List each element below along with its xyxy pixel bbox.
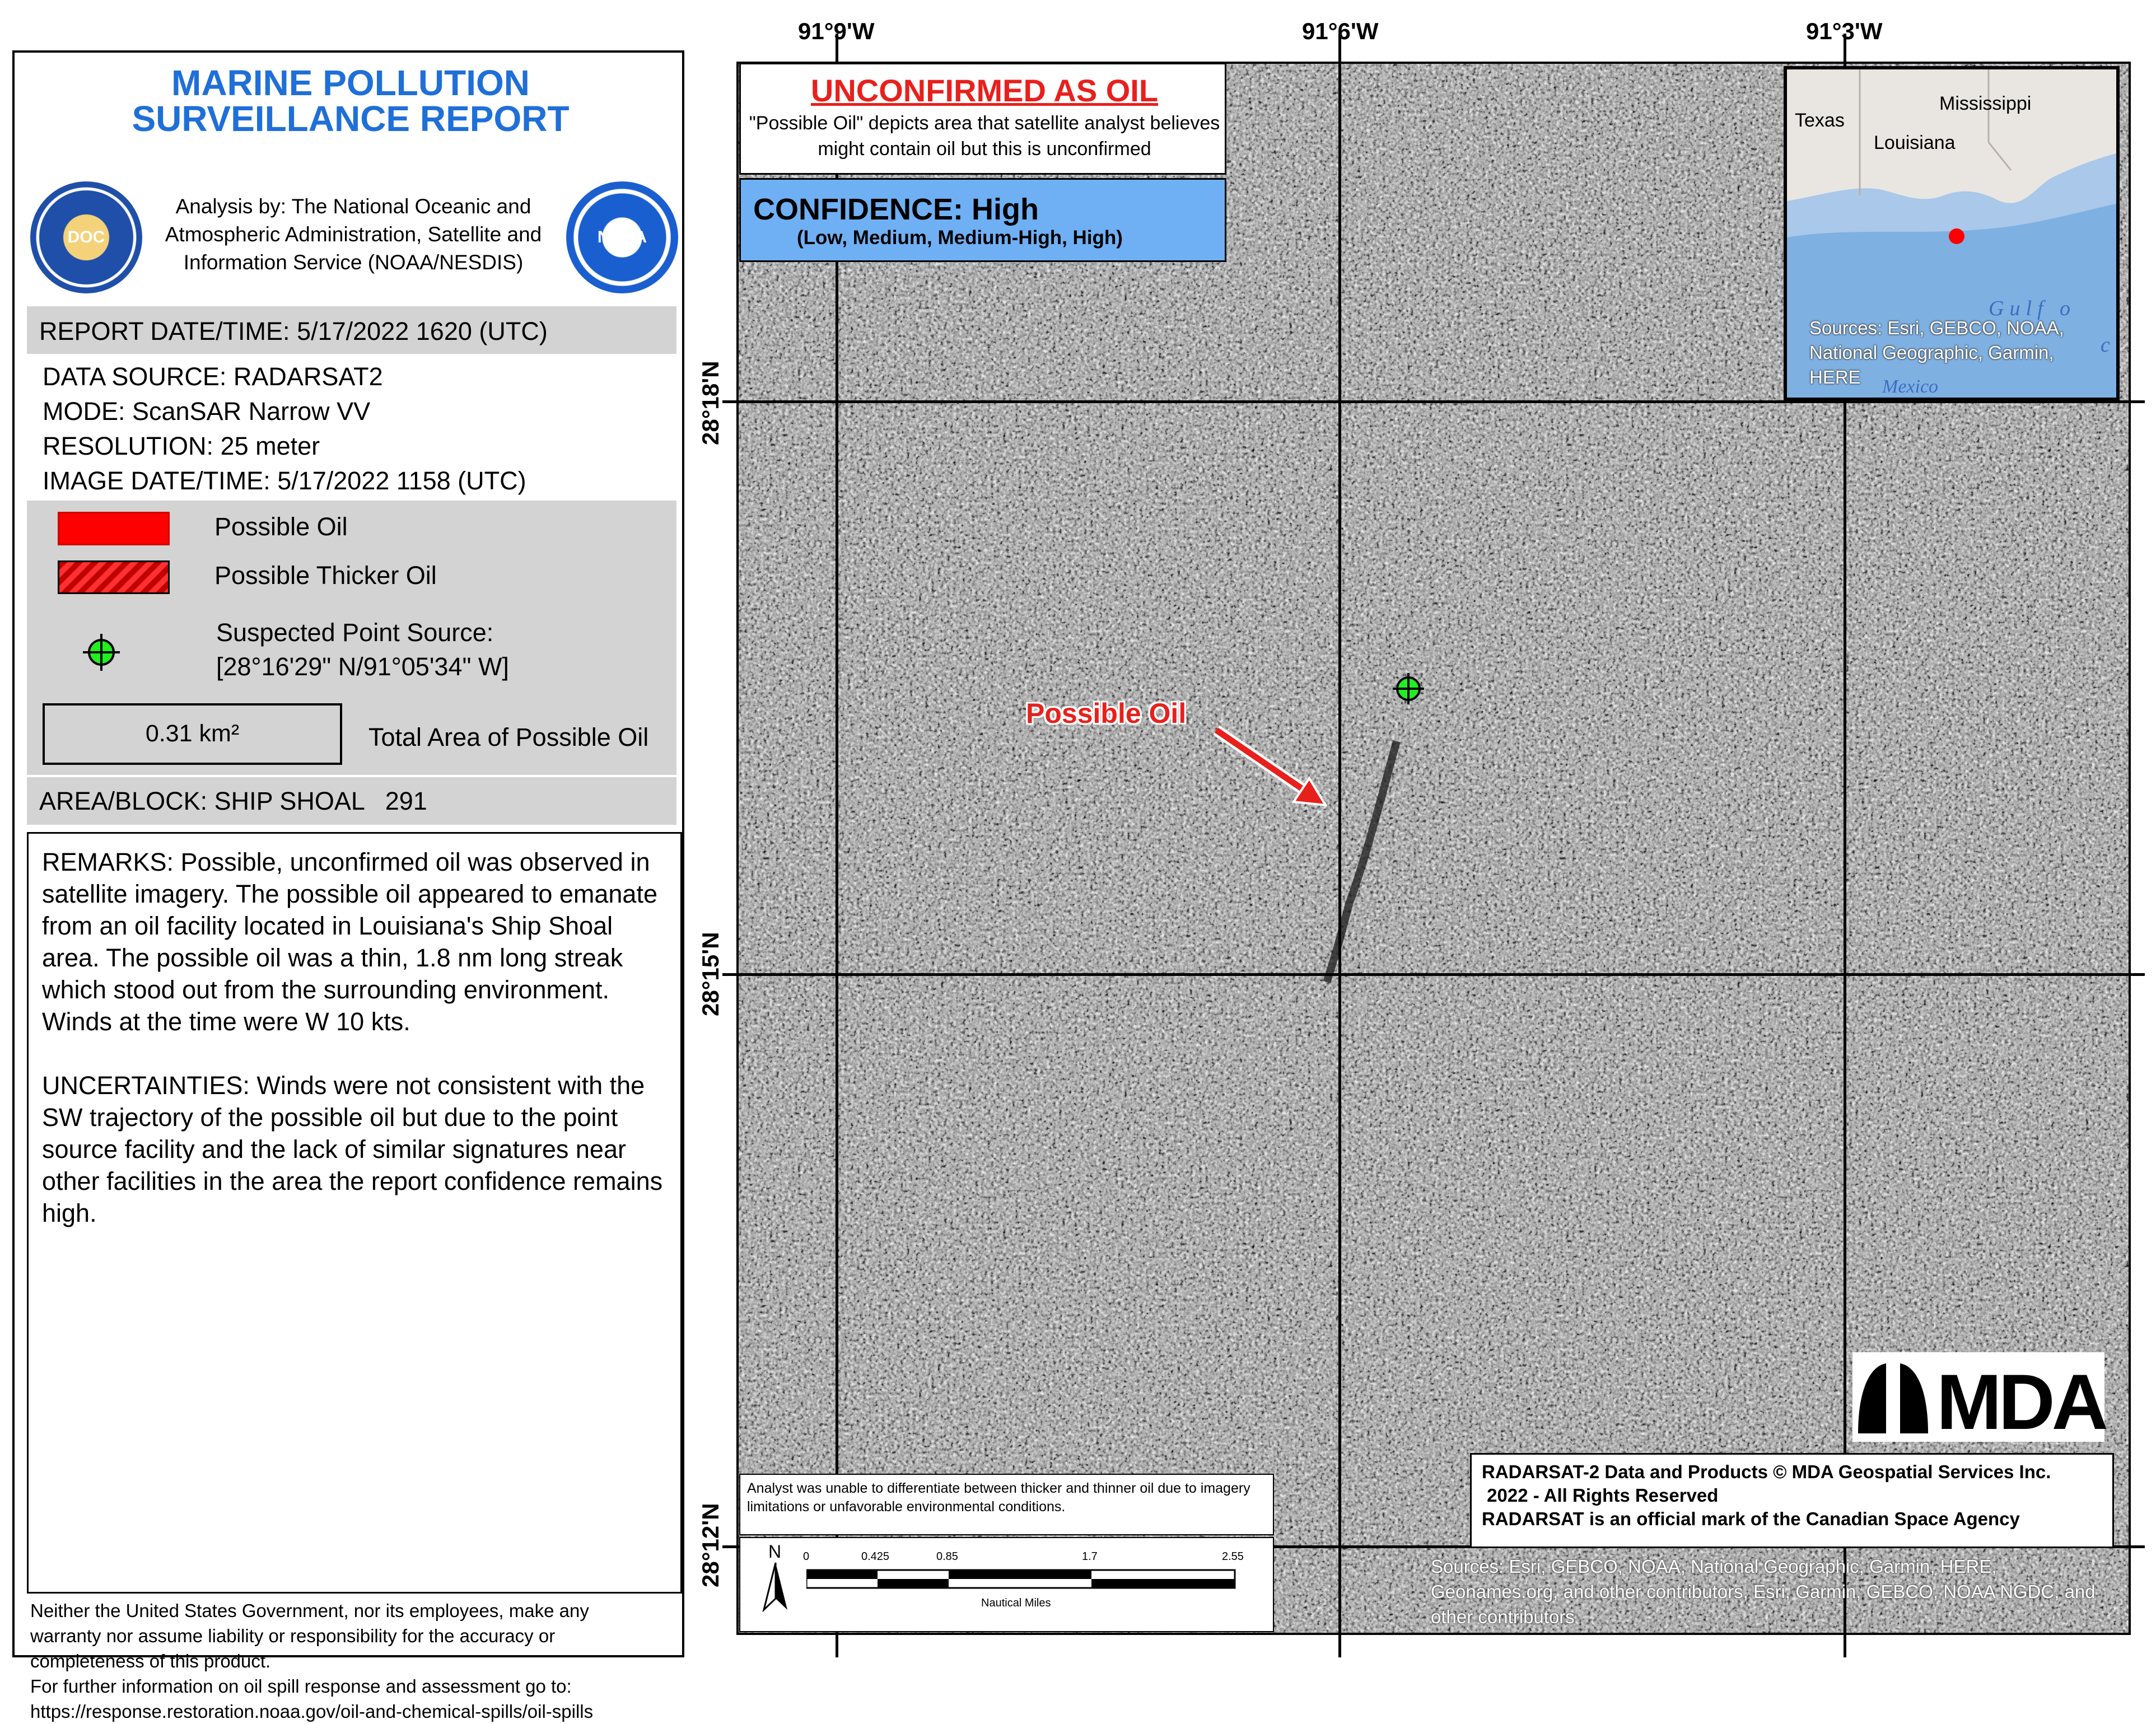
report-title-line2: SURVEILLANCE REPORT (132, 99, 570, 139)
inset-label-texas: Texas (1795, 110, 1845, 131)
mda-logo-text: MDA (1936, 1358, 2105, 1446)
lon-label: 91°3'W (1806, 18, 1883, 44)
data-source: DATA SOURCE: RADARSAT2 (43, 362, 383, 391)
radarsat-credit-line: RADARSAT is an official mark of the Canadian Space Agency (1482, 1508, 2020, 1529)
remarks-text: REMARKS: Possible, unconfirmed oil was observed in satellite imagery. The possible oil appeared to emanate from an oil facility located in Louisiana's Ship Shoal area. The possible oil was a thin, 1.8 nm long streak which stood out from the surrounding environment. Winds at the time were W 10 kts. (42, 848, 657, 1036)
data-source-block (43, 359, 659, 498)
scale-bar-graphic (806, 1569, 1238, 1591)
radarsat-credit-line: 2022 - All Rights Reserved (1482, 1485, 1719, 1506)
uncertainties-text: UNCERTAINTIES: Winds were not consistent with the SW trajectory of the possible oil but due to the point source facility and the lack of similar signatures near other facilities in the area the report confidence remains high. (42, 1071, 663, 1227)
unconfirmed-title: UNCONFIRMED AS OIL (810, 73, 1159, 108)
total-area-label: Total Area of Possible Oil (368, 723, 649, 751)
report-title-line1: MARINE POLLUTION (171, 63, 530, 103)
confidence-title: CONFIDENCE: High (753, 193, 1039, 226)
disclaimer-line: completeness of this product. (30, 1651, 271, 1671)
report-panel (12, 50, 684, 1722)
total-area-value: 0.31 km² (43, 703, 342, 765)
lon-label: 91°9'W (798, 18, 875, 44)
possible-oil-callout: Possible Oil (1026, 698, 1187, 729)
inset-label-mexico: Mexico (1882, 376, 1939, 397)
image-datetime: IMAGE DATE/TIME: 5/17/2022 1158 (UTC) (43, 466, 526, 495)
disclaimer-line: warranty nor assume liability or responsibility for the accuracy or (30, 1625, 556, 1646)
legend-point-source-coords: [28°16'29" N/91°05'34" W] (216, 652, 509, 681)
inset-label-louisiana: Louisiana (1874, 132, 1956, 153)
map-sources: Sources: Esri, GEBCO, NOAA, National Geographic, Garmin, HERE, Geonames.org, and other contributors, Esri, Garmin, GEBCO, NOAA NGDC, and other contributors (1431, 1556, 2096, 1627)
confidence-scale: (Low, Medium, Medium-High, High) (797, 227, 1123, 249)
report-datetime: REPORT DATE/TIME: 5/17/2022 1620 (UTC) (27, 306, 676, 354)
possible-oil-arrow-icon (1210, 722, 1333, 817)
possible-oil-swatch (58, 512, 170, 545)
report-location-marker (1949, 228, 1964, 244)
doc-seal-icon (30, 181, 142, 293)
analyst-note: Analyst was unable to differentiate between thicker and thinner oil due to imagery limitations or unfavorable environmental conditions. (739, 1474, 1274, 1535)
point-source-crosshair-icon (82, 633, 121, 672)
legend-possible-thicker-oil: Possible Thicker Oil (214, 561, 437, 590)
legend-point-source-label: Suspected Point Source: (216, 618, 494, 647)
grid-line-lon (1338, 34, 1341, 1657)
radarsat-credit (1470, 1453, 2114, 1548)
scale-tick-label: 0.425 (861, 1550, 890, 1563)
point-source-marker-icon[interactable] (1392, 672, 1425, 706)
disclaimer-line: Neither the United States Government, nor its employees, make any (30, 1600, 589, 1621)
noaa-seal-icon (566, 181, 678, 293)
scale-tick-label: 2.55 (1222, 1550, 1244, 1563)
scale-bar-box (739, 1537, 1274, 1632)
unconfirmed-description: "Possible Oil" depicts area that satellite analyst believes might contain oil but this is unconfirmed (749, 113, 1220, 160)
legend (27, 501, 676, 775)
doc-seal-text: DOC (67, 228, 105, 246)
legend-possible-oil: Possible Oil (214, 512, 348, 541)
inset-label-mississippi: Mississippi (1939, 93, 2032, 114)
mda-mark-icon (1852, 1358, 1934, 1439)
inset-sources: Sources: Esri, GEBCO, NOAA, National Geographic, Garmin, HERE (1809, 317, 2064, 387)
radarsat-credit-line: RADARSAT-2 Data and Products © MDA Geospatial Services Inc. (1482, 1461, 2051, 1482)
mode: MODE: ScanSAR Narrow VV (43, 397, 371, 426)
inset-locator-map[interactable] (1784, 66, 2120, 401)
area-block: AREA/BLOCK: SHIP SHOAL 291 (27, 777, 676, 825)
possible-thicker-oil-swatch (58, 560, 170, 594)
disclaimer-line: For further information on oil spill response and assessment go to: (30, 1676, 572, 1697)
scale-tick-label: 1.7 (1082, 1550, 1098, 1563)
grid-line-lon (836, 34, 838, 1657)
lat-label: 28°18'N (697, 361, 724, 445)
resolution: RESOLUTION: 25 meter (43, 432, 320, 460)
grid-line-lat (722, 973, 2145, 976)
remarks-box (27, 832, 682, 1594)
scale-units: Nautical Miles (981, 1597, 1051, 1609)
lat-label: 28°12'N (697, 1503, 724, 1587)
mda-logo (1852, 1352, 2105, 1446)
lat-label: 28°15'N (697, 932, 724, 1016)
disclaimer-url[interactable]: https://response.restoration.noaa.gov/oil-and-chemical-spills/oil-spills (30, 1701, 594, 1722)
north-arrow-icon (762, 1562, 790, 1612)
confidence-box (739, 178, 1226, 262)
scale-tick-label: 0 (803, 1550, 810, 1563)
unconfirmed-box (739, 63, 1226, 175)
north-label: N (768, 1541, 782, 1562)
disclaimer (30, 1598, 691, 1724)
inset-label-gulf: Gulf o (1989, 297, 2076, 320)
inset-label-mexico-partial: c (2101, 333, 2110, 357)
scale-tick-label: 0.85 (936, 1550, 958, 1563)
lon-label: 91°6'W (1302, 18, 1379, 44)
analysis-by-text: Analysis by: The National Oceanic and Atmospheric Administration, Satellite and Information Service (NOAA/NESDIS) (165, 195, 542, 274)
noaa-seal-text: NOAA (597, 228, 647, 246)
